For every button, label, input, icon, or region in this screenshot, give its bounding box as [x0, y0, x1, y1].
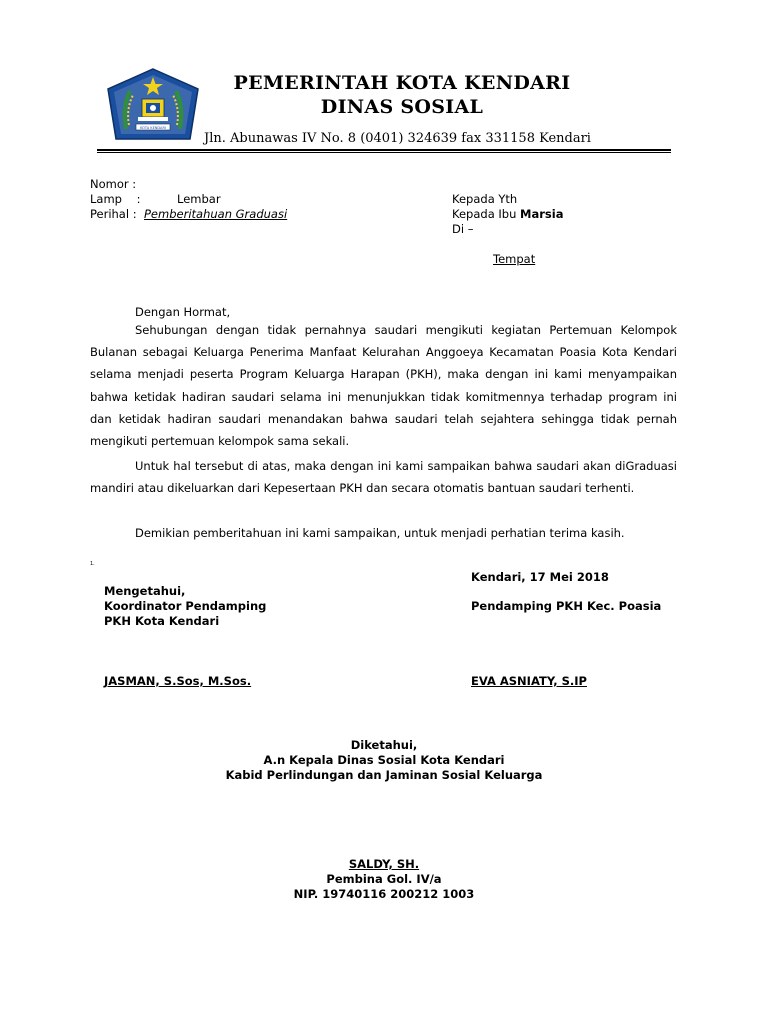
lamp-value: Lembar: [177, 192, 221, 206]
signature-right-name: EVA ASNIATY, S.IP: [471, 674, 587, 688]
letterhead-address: Jln. Abunawas IV No. 8 (0401) 324639 fax 331158 Kendari: [204, 131, 591, 146]
lamp-label: Lamp :: [90, 192, 141, 206]
signature-center-name: SALDY, SH.: [348, 857, 420, 871]
signature-date: Kendari, 17 Mei 2018: [471, 570, 609, 584]
signature-right-title: Pendamping PKH Kec. Poasia: [471, 599, 662, 613]
signature-center-line-1: Diketahui,: [350, 738, 418, 752]
recipient-tempat: Tempat: [493, 252, 536, 266]
body-paragraph-3: Demikian pemberitahuan ini kami sampaikan, untuk menjadi perhatian terima kasih.: [135, 526, 625, 540]
recipient-prefix: Kepada Ibu: [452, 207, 521, 221]
recipient-di: Di –: [452, 222, 474, 236]
recipient-name: Marsia: [520, 207, 564, 221]
signature-center-nip: NIP. 19740116 200212 1003: [293, 887, 475, 901]
recipient-line: [452, 207, 563, 221]
emblem-text: KOTA KENDARI: [140, 126, 166, 130]
perihal-value: Pemberitahuan Graduasi: [144, 207, 288, 221]
body-paragraph-2: Untuk hal tersebut di atas, maka dengan ini kami sampaikan bahwa saudari akan diGraduasi mandiri atau dikeluarkan dari Kepesertaan PKH dan secara otomatis bantuan saudari terhenti.: [90, 459, 677, 496]
small-mark: 1.: [90, 561, 95, 567]
letterhead-title-1: PEMERINTAH KOTA KENDARI: [233, 72, 571, 94]
signature-left-line-1: Mengetahui,: [104, 584, 186, 598]
header-rule-thick: [97, 149, 671, 151]
signature-left-name: JASMAN, S.Sos, M.Sos.: [104, 674, 252, 688]
greeting: Dengan Hormat,: [135, 305, 231, 319]
nomor-label: Nomor :: [90, 177, 137, 191]
signature-left-line-2: Koordinator Pendamping: [104, 599, 267, 613]
signature-center-line-2: A.n Kepala Dinas Sosial Kota Kendari: [263, 753, 505, 767]
perihal-label: Perihal :: [90, 207, 137, 221]
body-paragraph-1: Sehubungan dengan tidak pernahnya saudari mengikuti kegiatan Pertemuan Kelompok Bulanan sebagai Keluarga Penerima Manfaat Kelurahan Anggoeya Kecamatan Poasia Kota Kendari selama menjadi peserta Program Keluarga Harapan (PKH), maka dengan ini kami menyampaikan bahwa ketidak hadiran saudari selama ini menunjukkan tidak komitmennya terhadap program ini dan ketidak hadiran saudari menandakan bahwa saudari telah sejahtera sehingga tidak pernah mengikuti pertemuan kelompok sama sekali.: [90, 323, 677, 449]
header-rule-thin: [97, 152, 671, 153]
letterhead-title-2: DINAS SOSIAL: [320, 96, 484, 118]
signature-left-line-3: PKH Kota Kendari: [104, 614, 220, 628]
signature-center-rank: Pembina Gol. IV/a: [326, 872, 442, 886]
kendari-emblem-icon: [104, 67, 202, 143]
signature-center-line-3: Kabid Perlindungan dan Jaminan Sosial Keluarga: [225, 768, 543, 782]
recipient-kepada-yth: Kepada Yth: [452, 192, 518, 206]
